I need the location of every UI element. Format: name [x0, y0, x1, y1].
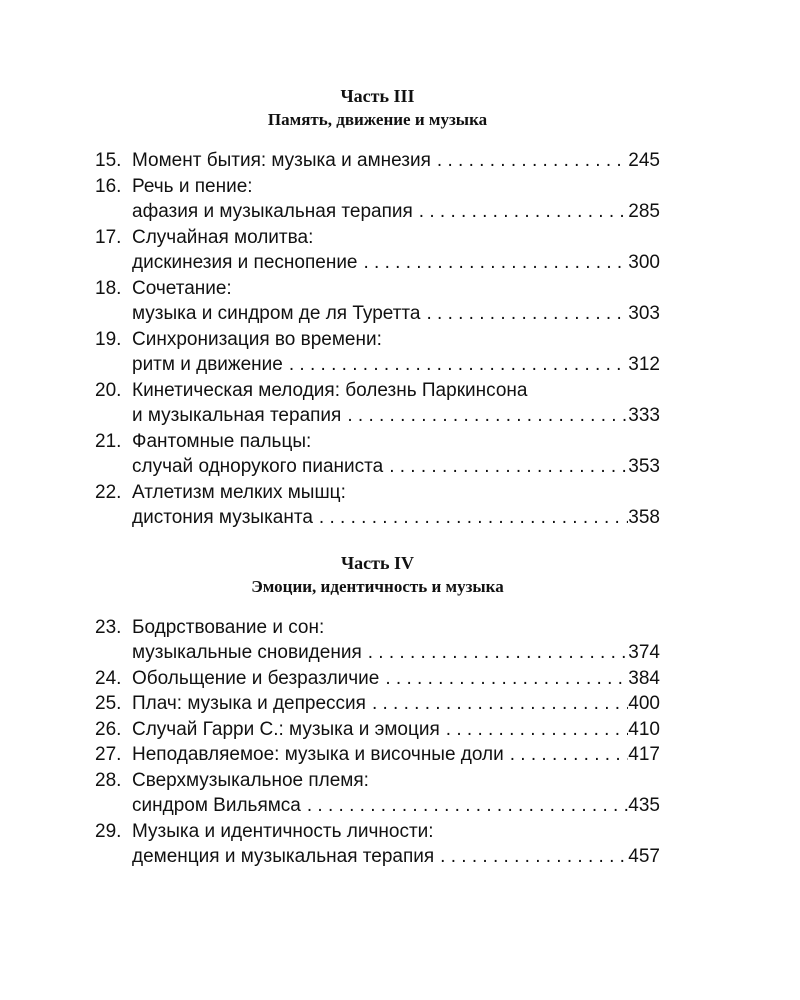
dot-leader	[301, 793, 628, 819]
part-4-section	[95, 551, 660, 870]
chapter-title: Сочетание:	[132, 277, 232, 299]
chapter-title: Синхронизация во времени:	[132, 328, 382, 350]
toc-entry	[95, 225, 660, 276]
dot-leader	[379, 666, 628, 692]
part-3-section	[95, 84, 660, 531]
chapter-number: 19.	[95, 328, 122, 350]
toc-entry	[95, 717, 660, 743]
toc-entry	[95, 327, 660, 378]
toc-entry	[95, 148, 660, 174]
chapter-number: 18.	[95, 277, 122, 299]
page-number: 457	[628, 846, 660, 867]
page-number: 358	[628, 507, 660, 528]
dot-leader	[366, 691, 628, 717]
chapter-number: 25.	[95, 693, 122, 714]
chapter-number: 17.	[95, 226, 122, 248]
table-of-contents	[95, 84, 660, 870]
part-4-entries	[95, 615, 660, 870]
part-3-heading: Часть III	[340, 86, 415, 106]
page-number: 300	[628, 252, 660, 273]
page-number: 245	[628, 150, 660, 171]
part-4-subtitle: Эмоции, идентичность и музыка	[251, 576, 504, 596]
part-3-entries	[95, 148, 660, 531]
chapter-subtitle: и музыкальная терапия	[132, 405, 342, 426]
page-number: 410	[628, 718, 660, 740]
part-4-heading: Часть IV	[340, 552, 415, 573]
page-number: 435	[628, 795, 660, 816]
toc-entry	[95, 666, 660, 692]
chapter-subtitle: деменция и музыкальная терапия	[132, 846, 435, 867]
chapter-title: Фантомные пальцы:	[132, 430, 312, 452]
chapter-subtitle: музыкальные сновидения	[132, 642, 362, 663]
page-number: 417	[628, 744, 660, 765]
chapter-subtitle: афазия и музыкальная терапия	[132, 201, 413, 222]
chapter-subtitle: случай однорукого пианиста	[132, 456, 384, 477]
chapter-title: Кинетическая мелодия: болезнь Паркинсона	[132, 379, 528, 401]
chapter-number: 20.	[95, 379, 122, 401]
chapter-number: 27.	[95, 744, 122, 765]
page-number: 384	[628, 667, 660, 689]
page-number: 312	[628, 354, 660, 375]
chapter-number: 28.	[95, 769, 122, 791]
page-number: 303	[628, 303, 660, 324]
chapter-title: Момент бытия: музыка и амнезия	[132, 150, 431, 171]
section-gap	[95, 531, 660, 551]
chapter-title: Случайная молитва:	[132, 226, 314, 248]
chapter-subtitle: дистония музыканта	[132, 507, 313, 528]
toc-entry	[95, 768, 660, 819]
toc-entry	[95, 174, 660, 225]
toc-entry	[95, 615, 660, 666]
page-number: 285	[628, 201, 660, 222]
chapter-number: 23.	[95, 616, 122, 638]
dot-leader	[413, 199, 629, 225]
toc-entry	[95, 276, 660, 327]
dot-leader	[313, 505, 628, 531]
chapter-number: 21.	[95, 430, 122, 452]
chapter-title: Бодрствование и сон:	[132, 616, 325, 638]
chapter-number: 29.	[95, 820, 122, 842]
chapter-number: 22.	[95, 481, 122, 503]
chapter-number: 15.	[95, 150, 122, 171]
chapter-subtitle: ритм и движение	[132, 354, 283, 375]
chapter-subtitle: музыка и синдром де ля Туретта	[132, 303, 421, 324]
chapter-title: Речь и пение:	[132, 175, 253, 197]
chapter-title: Музыка и идентичность личности:	[132, 820, 434, 842]
chapter-number: 16.	[95, 175, 122, 197]
toc-entry	[95, 691, 660, 717]
chapter-title: Неподавляемое: музыка и височные доли	[132, 744, 504, 765]
toc-entry	[95, 742, 660, 768]
chapter-title: Сверхмузыкальное племя:	[132, 769, 369, 791]
dot-leader	[440, 717, 629, 743]
chapter-subtitle: дискинезия и песнопение	[132, 252, 358, 273]
toc-entry	[95, 480, 660, 531]
chapter-number: 24.	[95, 667, 122, 689]
part-3-subtitle: Память, движение и музыка	[267, 110, 488, 129]
page-number: 400	[628, 693, 660, 714]
dot-leader	[362, 640, 629, 666]
dot-leader	[283, 352, 628, 378]
chapter-title: Обольщение и безразличие	[132, 667, 380, 689]
page-number: 353	[628, 456, 660, 477]
dot-leader	[431, 148, 628, 174]
dot-leader	[341, 403, 628, 429]
page-number: 333	[628, 405, 660, 426]
dot-leader	[420, 301, 628, 327]
dot-leader	[434, 844, 628, 870]
chapter-title: Плач: музыка и депрессия	[132, 693, 366, 714]
dot-leader	[383, 454, 628, 480]
page-number: 374	[628, 642, 660, 663]
chapter-subtitle: синдром Вильямса	[132, 795, 301, 816]
chapter-title: Случай Гарри С.: музыка и эмоция	[132, 718, 440, 740]
toc-entry	[95, 429, 660, 480]
chapter-number: 26.	[95, 718, 122, 740]
toc-entry	[95, 819, 660, 870]
dot-leader	[358, 250, 629, 276]
toc-entry	[95, 378, 660, 429]
chapter-title: Атлетизм мелких мышц:	[132, 481, 346, 503]
dot-leader	[504, 742, 629, 768]
